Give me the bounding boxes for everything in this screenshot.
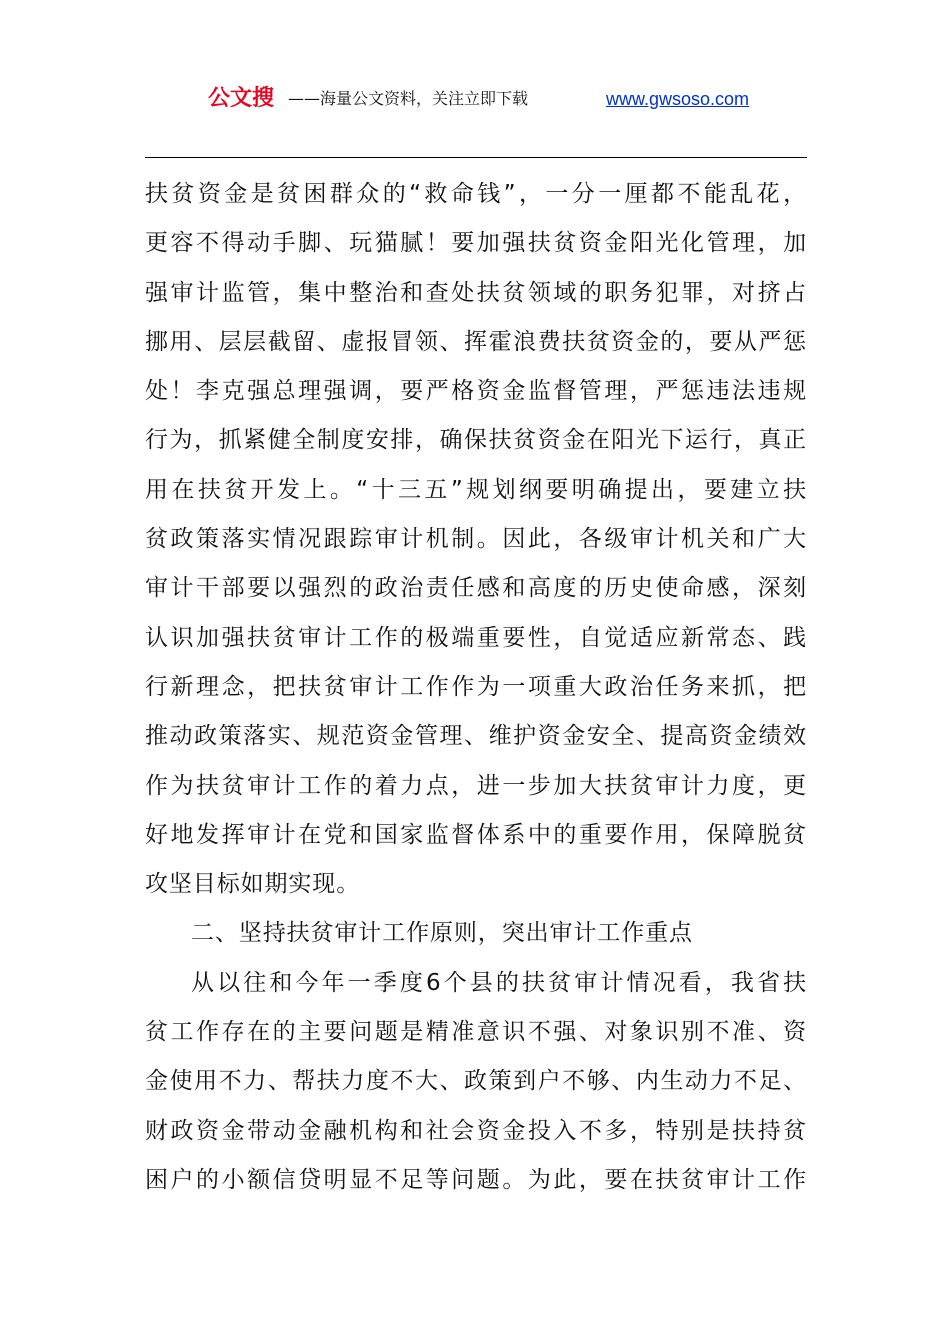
body-line: 好地发挥审计在党和国家监督体系中的重要作用，保障脱贫	[145, 821, 807, 848]
body-line: 攻坚目标如期实现。	[145, 871, 361, 898]
body-line: 审计干部要以强烈的政治责任感和高度的历史使命感，深刻	[145, 575, 807, 602]
body-line: 贫工作存在的主要问题是精准意识不强、对象识别不准、资	[145, 1019, 807, 1046]
body-line: 推动政策落实、规范资金管理、维护资金安全、提高资金绩效	[145, 723, 807, 750]
body-line: 金使用不力、帮扶力度不大、政策到户不够、内生动力不足、	[145, 1068, 807, 1095]
document-body	[145, 170, 807, 1205]
body-line: 更容不得动手脚、玩猫腻！要加强扶贫资金阳光化管理，加	[145, 230, 807, 257]
body-line: 作为扶贫审计工作的着力点，进一步加大扶贫审计力度，更	[145, 772, 807, 799]
body-line: 认识加强扶贫审计工作的极端重要性，自觉适应新常态、践	[145, 624, 807, 651]
body-line: 财政资金带动金融机构和社会资金投入不多，特别是扶持贫	[145, 1117, 807, 1144]
section-heading: 二、坚持扶贫审计工作原则，突出审计工作重点	[191, 920, 693, 947]
body-line: 扶贫资金是贫困群众的“救命钱”，一分一厘都不能乱花，	[145, 181, 807, 207]
body-line: 行为，抓紧健全制度安排，确保扶贫资金在阳光下运行，真正	[145, 427, 807, 454]
body-line: 挪用、层层截留、虚报冒领、挥霍浪费扶贫资金的，要从严惩	[145, 328, 807, 355]
page-header	[0, 84, 950, 114]
header-slogan: ——海量公文资料，关注立即下载	[288, 89, 529, 108]
body-line: 强审计监管，集中整治和查处扶贫领域的职务犯罪，对挤占	[145, 279, 807, 306]
body-line: 处！李克强总理强调，要严格资金监督管理，严惩违法违规	[145, 378, 807, 405]
body-line: 行新理念，把扶贫审计工作作为一项重大政治任务来抓，把	[145, 673, 807, 700]
body-line: 贫政策落实情况跟踪审计机制。因此，各级审计机关和广大	[145, 526, 807, 553]
site-url-link[interactable]: www.gwsoso.com	[606, 89, 750, 109]
header-divider	[145, 157, 807, 158]
brand-logo-text: 公文搜	[208, 86, 275, 111]
body-line: 困户的小额信贷明显不足等问题。为此，要在扶贫审计工作	[145, 1166, 807, 1193]
body-line: 用在扶贫开发上。“十三五”规划纲要明确提出，要建立扶	[145, 476, 807, 503]
body-line: 从以往和今年一季度6个县的扶贫审计情况看，我省扶	[191, 969, 807, 996]
